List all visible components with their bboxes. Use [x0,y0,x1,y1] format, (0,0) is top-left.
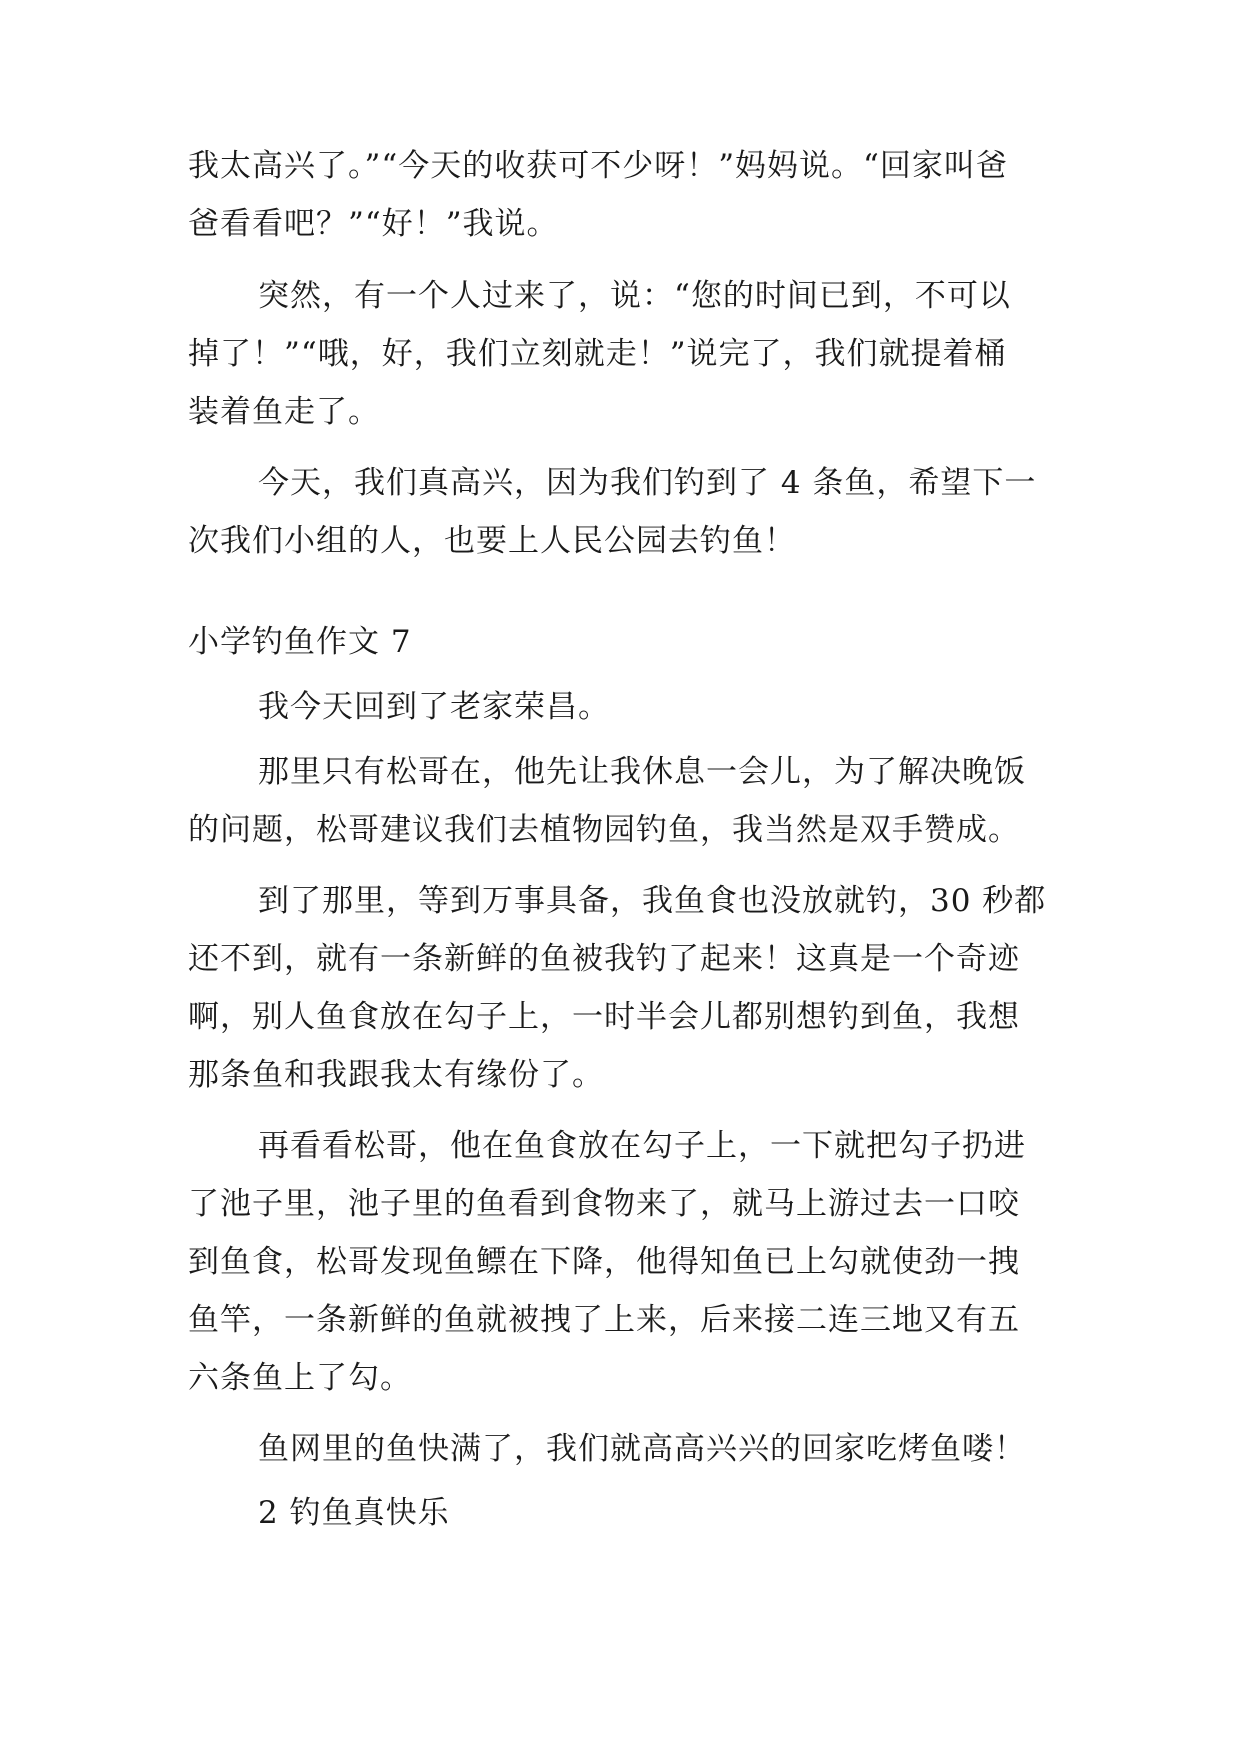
paragraph-start: 今天，我们真高兴，因为我们钓到了 4 条鱼，希望下一 [258,465,1037,501]
text-line: 次我们小组的人，也要上人民公园去钓鱼！ [188,523,796,559]
paragraph-start: 那里只有松哥在，他先让我休息一会儿，为了解决晚饭 [258,754,1026,790]
paragraph-start: 突然，有一个人过来了，说：“您的时间已到，不可以 [258,278,1011,314]
text-line: 到鱼食，松哥发现鱼鳔在下降，他得知鱼已上勾就使劲一拽 [188,1244,1020,1280]
text-line: 啊，别人鱼食放在勾子上，一时半会儿都别想钓到鱼，我想 [188,999,1020,1035]
text-line: 装着鱼走了。 [188,394,380,430]
paragraph-start: 再看看松哥，他在鱼食放在勾子上，一下就把勾子扔进 [258,1128,1026,1164]
section-heading: 小学钓鱼作文 7 [188,624,412,660]
text-line: 六条鱼上了勾。 [188,1360,412,1396]
paragraph-start: 到了那里，等到万事具备，我鱼食也没放就钓，30 秒都 [258,883,1047,919]
section-heading: 2 钓鱼真快乐 [258,1495,450,1531]
text-line: 鱼竿，一条新鲜的鱼就被拽了上来，后来接二连三地又有五 [188,1302,1020,1338]
text-line: 还不到，就有一条新鲜的鱼被我钓了起来！这真是一个奇迹 [188,941,1020,977]
text-line: 爸看看吧？”“好！”我说。 [188,206,559,242]
text-line: 我太高兴了。”“今天的收获可不少呀！”妈妈说。“回家叫爸 [188,148,1008,184]
paragraph-start: 我今天回到了老家荣昌。 [258,689,610,725]
text-line: 掉了！”“哦，好，我们立刻就走！”说完了，我们就提着桶 [188,336,1007,372]
text-line: 那条鱼和我跟我太有缘份了。 [188,1057,604,1093]
text-line: 的问题，松哥建议我们去植物园钓鱼，我当然是双手赞成。 [188,812,1020,848]
paragraph-start: 鱼网里的鱼快满了，我们就高高兴兴的回家吃烤鱼喽！ [258,1431,1026,1467]
text-line: 了池子里，池子里的鱼看到食物来了，就马上游过去一口咬 [188,1186,1020,1222]
